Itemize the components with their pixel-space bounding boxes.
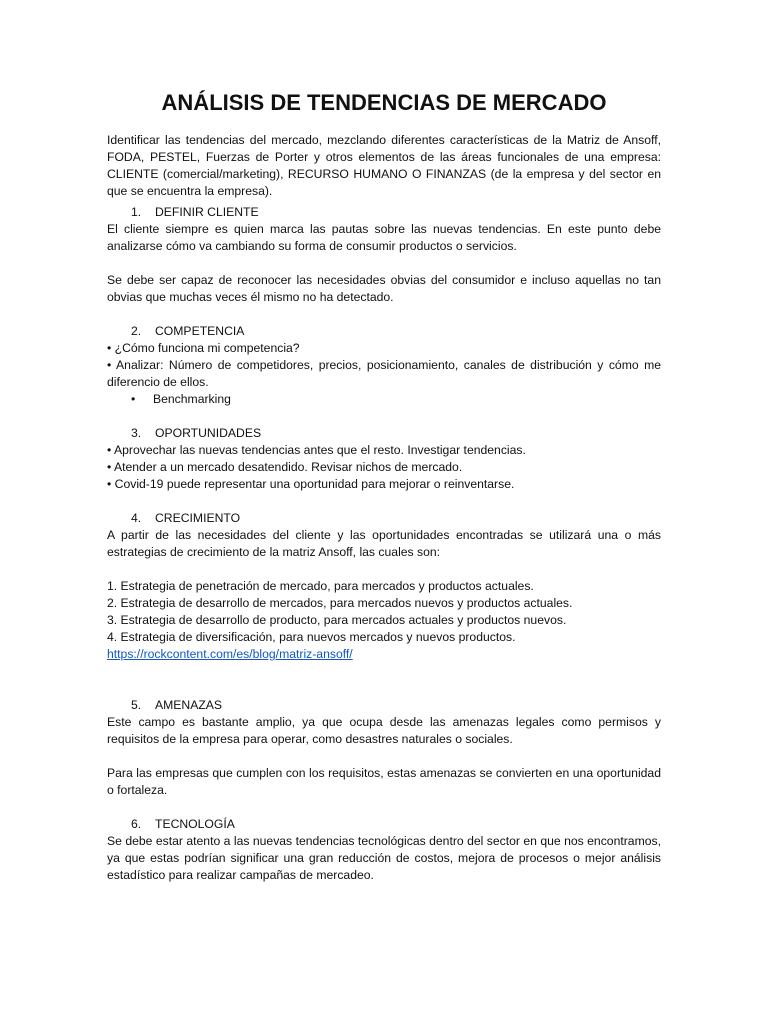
- list-item: 3. Estrategia de desarrollo de producto, para mercados actuales y productos nuevos.: [107, 613, 567, 627]
- section-heading-amenazas: [107, 697, 661, 714]
- sub-bullet-item: [107, 391, 661, 408]
- list-item: 2. Estrategia de desarrollo de mercados, para mercados nuevos y productos actuales.: [107, 596, 573, 610]
- bullet-item: • Covid-19 puede representar una oportunidad para mejorar o reinventarse.: [107, 477, 515, 491]
- section-title: OPORTUNIDADES: [155, 426, 262, 440]
- section-number: 1.: [131, 205, 142, 219]
- document-body: [107, 88, 661, 884]
- section-title: CRECIMIENTO: [155, 511, 241, 525]
- bullet-item: • Aprovechar las nuevas tendencias antes que el resto. Investigar tendencias.: [107, 443, 526, 457]
- section-heading-oportunidades: [107, 425, 661, 442]
- bullet-dot: •: [131, 392, 136, 406]
- section-title: DEFINIR CLIENTE: [155, 205, 259, 219]
- bullet-item: • Analizar: Número de competidores, precios, posicionamiento, canales de distribución y cómo me diferencio de ellos.: [107, 358, 661, 389]
- section-number: 6.: [131, 817, 142, 831]
- bullet-item: • ¿Cómo funciona mi competencia?: [107, 341, 300, 355]
- list-item: 1. Estrategia de penetración de mercado, para mercados y productos actuales.: [107, 579, 534, 593]
- section-number: 4.: [131, 511, 142, 525]
- section-heading-definir-cliente: [107, 204, 661, 221]
- intro-paragraph: Identificar las tendencias del mercado, mezclando diferentes características de la Matriz de Ansoff, FODA, PESTEL, Fuerzas de Porter y otros elementos de las áreas funcionales de una empresa: CLIENTE (comercial/marketing), RECURSO HUMANO O FINANZAS (de la empresa y del sector en que se encuentra la empresa).: [107, 133, 661, 198]
- list-item: 4. Estrategia de diversificación, para nuevos mercados y nuevos productos.: [107, 630, 516, 644]
- section-paragraph: Se debe ser capaz de reconocer las necesidades obvias del consumidor e incluso aquellas no tan obvias que muchas veces él mismo no ha detectado.: [107, 273, 661, 304]
- section-paragraph: Este campo es bastante amplio, ya que ocupa desde las amenazas legales como permisos y requisitos de la empresa para operar, como desastres naturales o sociales.: [107, 715, 661, 746]
- sub-bullet-label: Benchmarking: [153, 392, 231, 406]
- section-heading-crecimiento: [107, 510, 661, 527]
- section-paragraph: A partir de las necesidades del cliente y las oportunidades encontradas se utilizará una o más estrategias de crecimiento de la matriz Ansoff, las cuales son:: [107, 528, 661, 559]
- ansoff-link[interactable]: https://rockcontent.com/es/blog/matriz-ansoff/: [107, 647, 353, 661]
- bullet-item: • Atender a un mercado desatendido. Revisar nichos de mercado.: [107, 460, 463, 474]
- section-heading-tecnologia: [107, 816, 661, 833]
- section-title: COMPETENCIA: [155, 324, 245, 338]
- section-title: TECNOLOGÍA: [155, 817, 235, 831]
- section-paragraph: El cliente siempre es quien marca las pautas sobre las nuevas tendencias. En este punto debe analizarse cómo va cambiando su forma de consumir productos o servicios.: [107, 222, 661, 253]
- section-number: 2.: [131, 324, 142, 338]
- section-paragraph: Se debe estar atento a las nuevas tendencias tecnológicas dentro del sector en que nos encontramos, ya que estas podrían significar una gran reducción de costos, mejora de procesos o mejor análisis estadístico para realizar campañas de mercadeo.: [107, 834, 661, 882]
- section-paragraph: Para las empresas que cumplen con los requisitos, estas amenazas se convierten en una oportunidad o fortaleza.: [107, 766, 661, 797]
- section-number: 5.: [131, 698, 142, 712]
- section-number: 3.: [131, 426, 142, 440]
- section-title: AMENAZAS: [155, 698, 223, 712]
- section-heading-competencia: [107, 323, 661, 340]
- document-title: ANÁLISIS DE TENDENCIAS DE MERCADO: [161, 90, 607, 115]
